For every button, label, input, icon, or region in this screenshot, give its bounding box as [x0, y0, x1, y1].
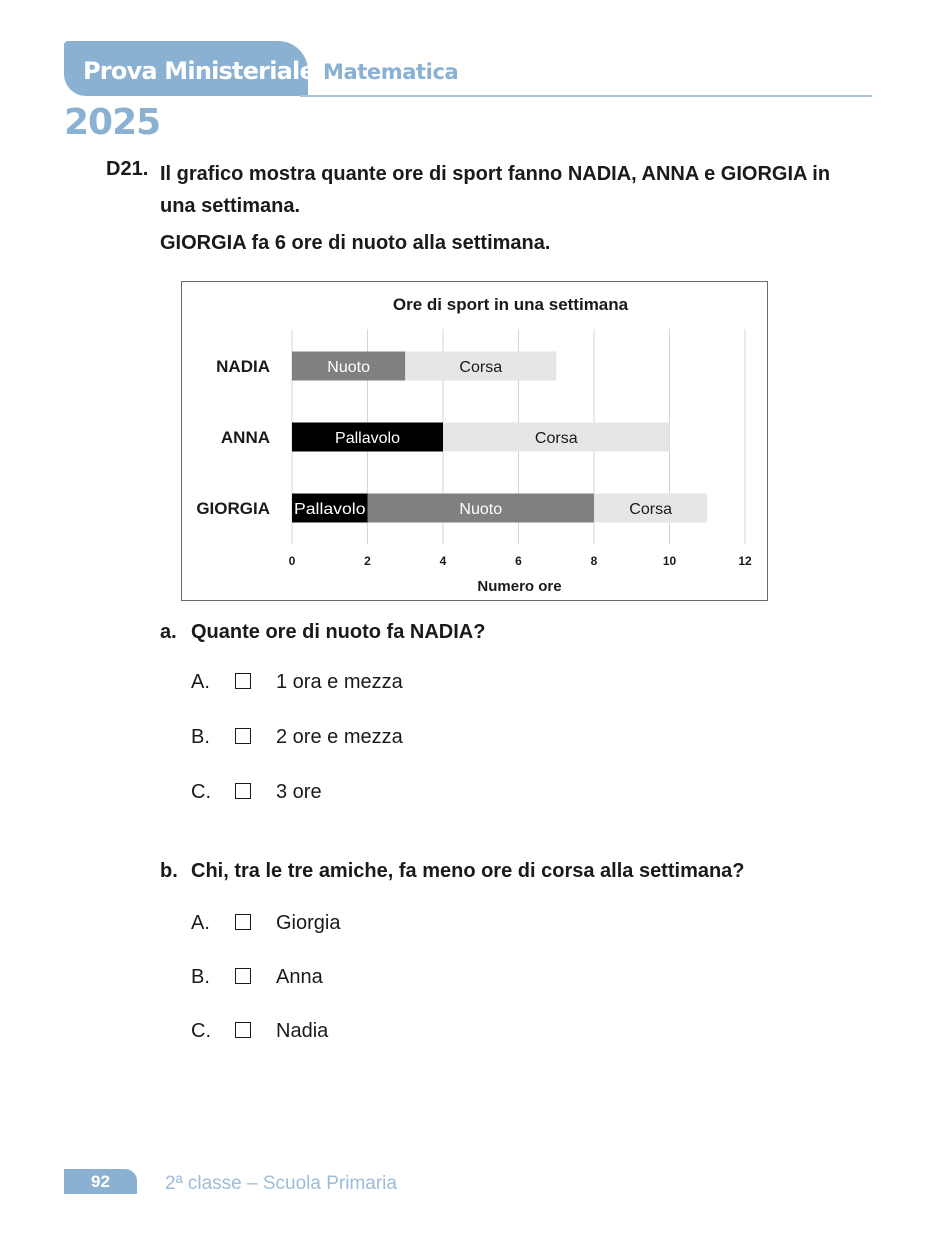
x-axis-label: Numero ore [477, 578, 562, 595]
question-note: GIORGIA fa 6 ore di nuoto alla settimana. [160, 232, 551, 254]
footer-label: 2ª classe – Scuola Primaria [165, 1173, 397, 1194]
x-tick-label: 4 [439, 554, 447, 568]
subquestion-a [160, 621, 485, 644]
subquestion-letter: b. [160, 860, 178, 882]
checkbox[interactable] [235, 783, 251, 799]
series-title: Prova Ministeriale [83, 57, 315, 85]
segment-label: Nuoto [459, 501, 503, 518]
year-label: 2025 [64, 102, 161, 143]
option-text: Giorgia [276, 912, 341, 934]
question-text: Il grafico mostra quante ore di sport fanno NADIA, ANNA e GIORGIA in una settimana. [160, 163, 831, 217]
checkbox[interactable] [235, 728, 251, 744]
segment-label: Corsa [629, 501, 672, 518]
subquestion-text: Quante ore di nuoto fa NADIA? [191, 621, 486, 643]
option-label: C. [191, 781, 211, 803]
category-label: NADIA [216, 357, 270, 376]
option-text: Nadia [276, 1020, 329, 1042]
checkbox[interactable] [235, 1022, 251, 1038]
header-divider [300, 95, 872, 97]
option-label: C. [191, 1020, 211, 1042]
option-text: 1 ora e mezza [276, 671, 403, 693]
x-tick-label: 0 [288, 554, 296, 568]
x-tick-label: 8 [590, 554, 598, 568]
subquestion-text: Chi, tra le tre amiche, fa meno ore di corsa alla settimana? [191, 860, 745, 882]
option-text: Anna [276, 966, 323, 988]
checkbox[interactable] [235, 968, 251, 984]
option-label: B. [191, 726, 210, 748]
category-label: GIORGIA [196, 499, 270, 518]
question-number: D21. [106, 158, 149, 180]
segment-label: Pallavolo [294, 501, 366, 518]
checkbox[interactable] [235, 673, 251, 689]
subquestion-b [160, 860, 745, 883]
x-tick-label: 6 [515, 554, 522, 568]
subquestion-letter: a. [160, 621, 177, 643]
option-text: 3 ore [276, 781, 322, 803]
x-tick-label: 2 [364, 554, 371, 568]
option-label: A. [191, 912, 210, 934]
segment-label: Corsa [459, 359, 503, 376]
stacked-bar-chart [182, 282, 767, 600]
segment-label: Corsa [534, 430, 578, 447]
chart-frame [181, 281, 768, 601]
option-text: 2 ore e mezza [276, 726, 403, 748]
subject-title: Matematica [323, 60, 459, 84]
checkbox[interactable] [235, 914, 251, 930]
x-tick-label: 12 [738, 554, 752, 568]
segment-label: Nuoto [327, 359, 370, 376]
category-label: ANNA [220, 428, 270, 447]
option-label: A. [191, 671, 210, 693]
segment-label: Pallavolo [335, 430, 400, 447]
option-label: B. [191, 966, 210, 988]
x-tick-label: 10 [662, 554, 677, 568]
chart-title: Ore di sport in una settimana [392, 295, 629, 314]
page-number: 92 [91, 1172, 110, 1191]
